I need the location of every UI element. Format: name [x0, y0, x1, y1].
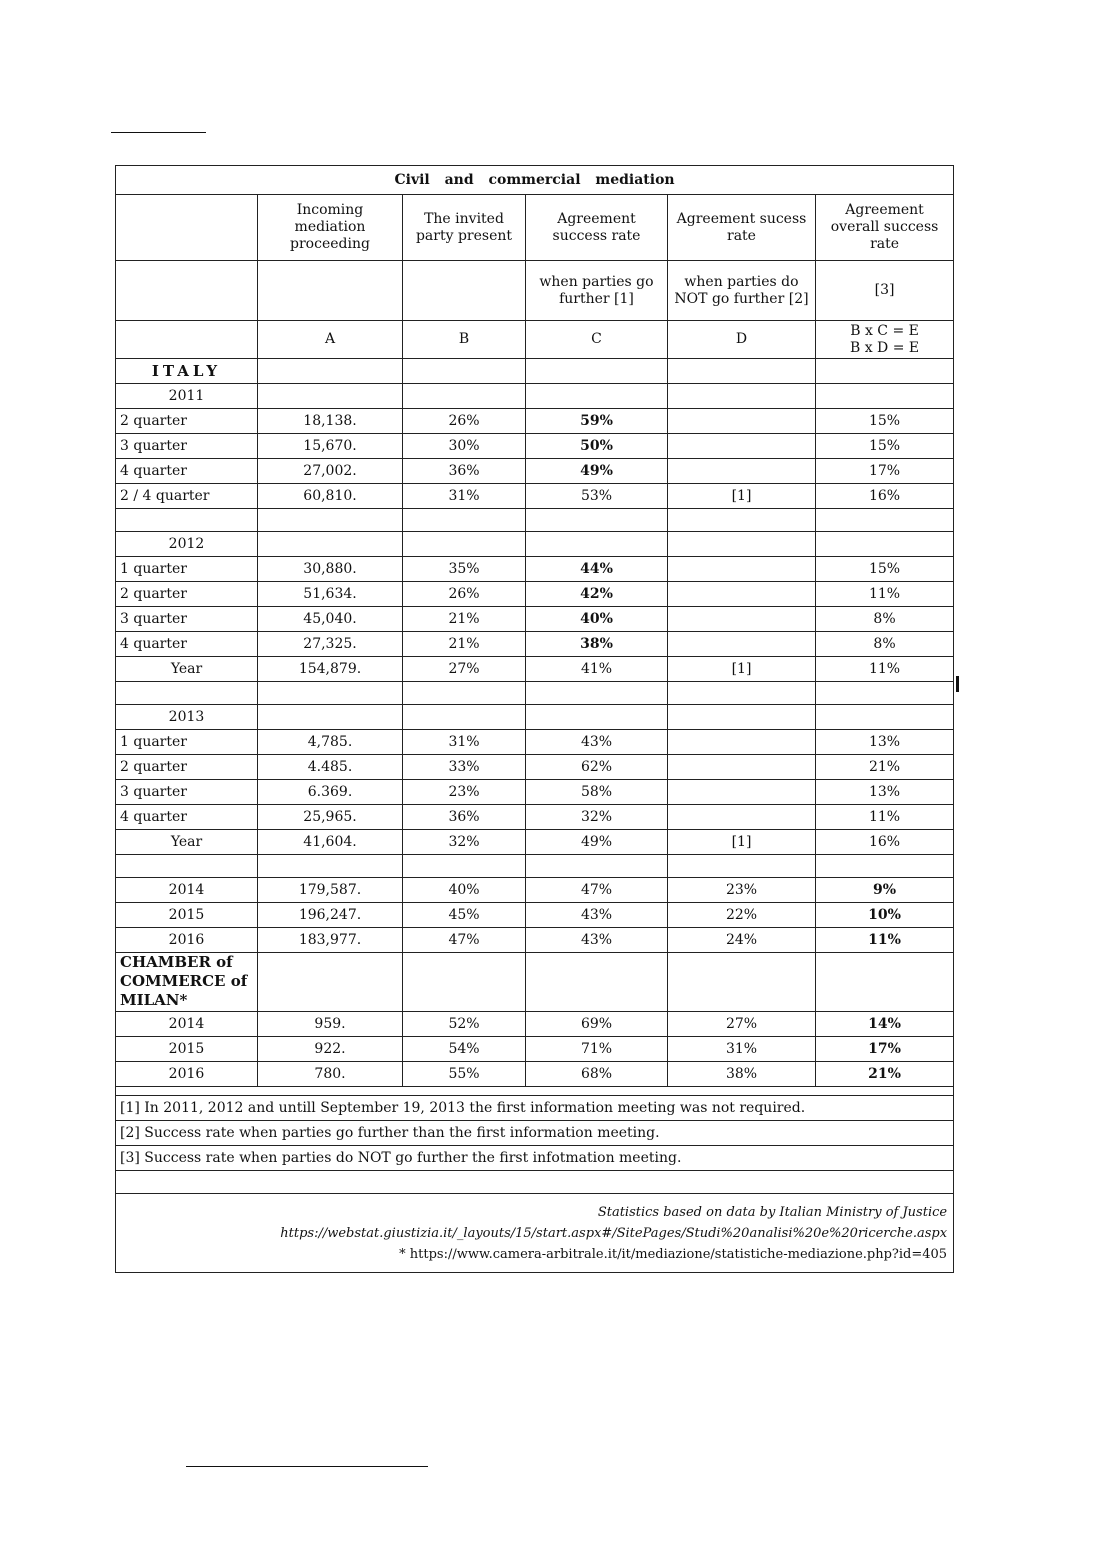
cell-c: 68%: [526, 1062, 668, 1087]
cell-c: 32%: [526, 805, 668, 830]
cell-b: 36%: [403, 805, 526, 830]
cell-d: [668, 434, 816, 459]
mediation-table: [115, 165, 954, 1273]
cell-c: 44%: [526, 557, 668, 582]
cell-b: 47%: [403, 928, 526, 953]
cell-b: 26%: [403, 409, 526, 434]
cell-c: 69%: [526, 1012, 668, 1037]
italy-row: [116, 359, 954, 384]
row-label: 2015: [116, 903, 258, 928]
note-2: [2] Success rate when parties go further than the first information meeting.: [116, 1121, 954, 1146]
source-row: [116, 1194, 954, 1273]
cell-a: 27,325.: [258, 632, 403, 657]
subheader-d: when parties do NOT go further [2]: [668, 261, 816, 321]
cell-a: 15,670.: [258, 434, 403, 459]
cell-b: 21%: [403, 632, 526, 657]
cell-c: 40%: [526, 607, 668, 632]
table-title: Civil and commercial mediation: [116, 166, 954, 195]
cell-c: 41%: [526, 657, 668, 682]
cell-a: 4,785.: [258, 730, 403, 755]
cell-a: 27,002.: [258, 459, 403, 484]
cell-b: 45%: [403, 903, 526, 928]
table-row: [116, 459, 954, 484]
cell-e: 9%: [816, 878, 954, 903]
cell-e: 17%: [816, 459, 954, 484]
col-header-d: Agreement sucess rate: [668, 195, 816, 261]
cell-c: 43%: [526, 928, 668, 953]
row-label: 4 quarter: [116, 459, 258, 484]
cell-a: 196,247.: [258, 903, 403, 928]
letter-row: [116, 321, 954, 359]
cell-d: 38%: [668, 1062, 816, 1087]
letter-a: A: [258, 321, 403, 359]
cell-e: 21%: [816, 755, 954, 780]
cell-d: [668, 459, 816, 484]
cell-a: 4.485.: [258, 755, 403, 780]
row-label: 3 quarter: [116, 780, 258, 805]
row-label: 2014: [116, 1012, 258, 1037]
table-row: [116, 607, 954, 632]
cell-a: 41,604.: [258, 830, 403, 855]
row-label: 3 quarter: [116, 434, 258, 459]
formula: B x C = E B x D = E: [816, 321, 954, 359]
table-row: [116, 805, 954, 830]
cell-a: 30,880.: [258, 557, 403, 582]
cell-e: 13%: [816, 730, 954, 755]
table-row: [116, 484, 954, 509]
cell-e: 15%: [816, 557, 954, 582]
row-label: Year: [116, 830, 258, 855]
cell-c: 43%: [526, 730, 668, 755]
cell-d: [668, 780, 816, 805]
cell-d: 31%: [668, 1037, 816, 1062]
cell-d: 27%: [668, 1012, 816, 1037]
rows-2012: [116, 557, 954, 682]
note-row: [116, 1146, 954, 1171]
row-label: Year: [116, 657, 258, 682]
row-label: 2016: [116, 1062, 258, 1087]
table-row: [116, 878, 954, 903]
rows-annual: [116, 878, 954, 953]
row-label: 2015: [116, 1037, 258, 1062]
cell-a: 922.: [258, 1037, 403, 1062]
cell-e: 16%: [816, 484, 954, 509]
table-row: [116, 409, 954, 434]
table-row: [116, 730, 954, 755]
cell-a: 25,965.: [258, 805, 403, 830]
row-label: 2 quarter: [116, 755, 258, 780]
cell-b: 52%: [403, 1012, 526, 1037]
sources: [116, 1194, 954, 1273]
row-label: 2 quarter: [116, 582, 258, 607]
source-link-milan[interactable]: * https://www.camera-arbitrale.it/it/mediazione/statistiche-mediazione.php?id=405: [399, 1246, 948, 1262]
subheader-row: [116, 261, 954, 321]
cell-c: 43%: [526, 903, 668, 928]
col-header-a: Incoming mediation proceeding: [258, 195, 403, 261]
cell-e: 11%: [816, 928, 954, 953]
cell-c: 49%: [526, 830, 668, 855]
row-label: 2 quarter: [116, 409, 258, 434]
cell-b: 36%: [403, 459, 526, 484]
cell-c: 38%: [526, 632, 668, 657]
source-link-ministry[interactable]: https://webstat.giustizia.it/_layouts/15/start.aspx#/SitePages/Studi%20analisi%20e%20ricerche.aspx: [280, 1225, 948, 1241]
cell-d: [1]: [668, 657, 816, 682]
cell-a: 51,634.: [258, 582, 403, 607]
cell-e: 8%: [816, 632, 954, 657]
cell-d: [668, 607, 816, 632]
cell-e: 8%: [816, 607, 954, 632]
rows-milan: [116, 1012, 954, 1087]
cell-a: 959.: [258, 1012, 403, 1037]
cell-d: [1]: [668, 484, 816, 509]
table-row: [116, 582, 954, 607]
table-row: [116, 830, 954, 855]
top-rule: [111, 132, 206, 133]
year-2011-row: [116, 384, 954, 409]
cell-a: 60,810.: [258, 484, 403, 509]
row-label: 2014: [116, 878, 258, 903]
subheader-e: [3]: [816, 261, 954, 321]
cell-a: 183,977.: [258, 928, 403, 953]
cell-d: 24%: [668, 928, 816, 953]
cell-d: 23%: [668, 878, 816, 903]
cell-b: 31%: [403, 484, 526, 509]
cell-d: [668, 730, 816, 755]
table-row: [116, 1012, 954, 1037]
footnote-rule: [186, 1466, 428, 1467]
letter-c: C: [526, 321, 668, 359]
row-label: 1 quarter: [116, 730, 258, 755]
cell-e: 17%: [816, 1037, 954, 1062]
note-1: [1] In 2011, 2012 and untill September 19, 2013 the first information meeting was not required.: [116, 1096, 954, 1121]
cell-d: [668, 409, 816, 434]
row-label: 4 quarter: [116, 632, 258, 657]
header-row: [116, 195, 954, 261]
table-row: [116, 434, 954, 459]
cell-b: 32%: [403, 830, 526, 855]
source-statement: Statistics based on data by Italian Ministry of Justice: [597, 1204, 948, 1220]
cell-e: 16%: [816, 830, 954, 855]
table-row: [116, 780, 954, 805]
cell-d: [668, 632, 816, 657]
cell-a: 179,587.: [258, 878, 403, 903]
cell-e: 15%: [816, 434, 954, 459]
note-row: [116, 1096, 954, 1121]
cell-c: 62%: [526, 755, 668, 780]
cell-b: 55%: [403, 1062, 526, 1087]
table-row: [116, 903, 954, 928]
table-row: [116, 657, 954, 682]
table-row: [116, 755, 954, 780]
table-row: [116, 1062, 954, 1087]
cell-d: [668, 582, 816, 607]
milan-row: [116, 953, 954, 1012]
col-header-b: The invited party present: [403, 195, 526, 261]
cell-e: 11%: [816, 657, 954, 682]
table-row: [116, 1037, 954, 1062]
year-label: 2012: [116, 532, 258, 557]
cell-a: 45,040.: [258, 607, 403, 632]
cell-d: [668, 805, 816, 830]
row-label: 2016: [116, 928, 258, 953]
cell-c: 42%: [526, 582, 668, 607]
note-row: [116, 1121, 954, 1146]
cell-a: 6.369.: [258, 780, 403, 805]
cell-c: 59%: [526, 409, 668, 434]
subheader-c: when parties go further [1]: [526, 261, 668, 321]
cell-b: 23%: [403, 780, 526, 805]
letter-d: D: [668, 321, 816, 359]
table-row: [116, 557, 954, 582]
cell-c: 53%: [526, 484, 668, 509]
letter-b: B: [403, 321, 526, 359]
row-label: 3 quarter: [116, 607, 258, 632]
cell-b: 21%: [403, 607, 526, 632]
cell-c: 71%: [526, 1037, 668, 1062]
row-label: 1 quarter: [116, 557, 258, 582]
cell-a: 780.: [258, 1062, 403, 1087]
table-row: [116, 928, 954, 953]
note-3: [3] Success rate when parties do NOT go further the first infotmation meeting.: [116, 1146, 954, 1171]
year-label: 2013: [116, 705, 258, 730]
row-label: 4 quarter: [116, 805, 258, 830]
cell-c: 58%: [526, 780, 668, 805]
cell-c: 49%: [526, 459, 668, 484]
cell-e: 13%: [816, 780, 954, 805]
row-label: 2 / 4 quarter: [116, 484, 258, 509]
cell-e: 11%: [816, 805, 954, 830]
year-2012-row: [116, 532, 954, 557]
cell-b: 31%: [403, 730, 526, 755]
rows-2013: [116, 730, 954, 855]
cell-e: 10%: [816, 903, 954, 928]
col-header-c: Agreement success rate: [526, 195, 668, 261]
italy-label: ITALY: [116, 359, 258, 384]
cell-d: 22%: [668, 903, 816, 928]
year-label: 2011: [116, 384, 258, 409]
cell-b: 33%: [403, 755, 526, 780]
cell-e: 14%: [816, 1012, 954, 1037]
milan-label: CHAMBER of COMMERCE of MILAN*: [116, 953, 258, 1012]
text-cursor: [956, 676, 959, 692]
cell-b: 26%: [403, 582, 526, 607]
cell-a: 154,879.: [258, 657, 403, 682]
cell-c: 50%: [526, 434, 668, 459]
cell-e: 11%: [816, 582, 954, 607]
year-2013-row: [116, 705, 954, 730]
cell-d: [1]: [668, 830, 816, 855]
cell-b: 40%: [403, 878, 526, 903]
rows-2011: [116, 409, 954, 509]
table-row: [116, 632, 954, 657]
cell-b: 27%: [403, 657, 526, 682]
cell-d: [668, 557, 816, 582]
cell-b: 54%: [403, 1037, 526, 1062]
cell-e: 15%: [816, 409, 954, 434]
title-row: [116, 166, 954, 195]
col-header-e: Agreement overall success rate: [816, 195, 954, 261]
cell-e: 21%: [816, 1062, 954, 1087]
cell-d: [668, 755, 816, 780]
cell-a: 18,138.: [258, 409, 403, 434]
cell-b: 30%: [403, 434, 526, 459]
cell-c: 47%: [526, 878, 668, 903]
cell-b: 35%: [403, 557, 526, 582]
